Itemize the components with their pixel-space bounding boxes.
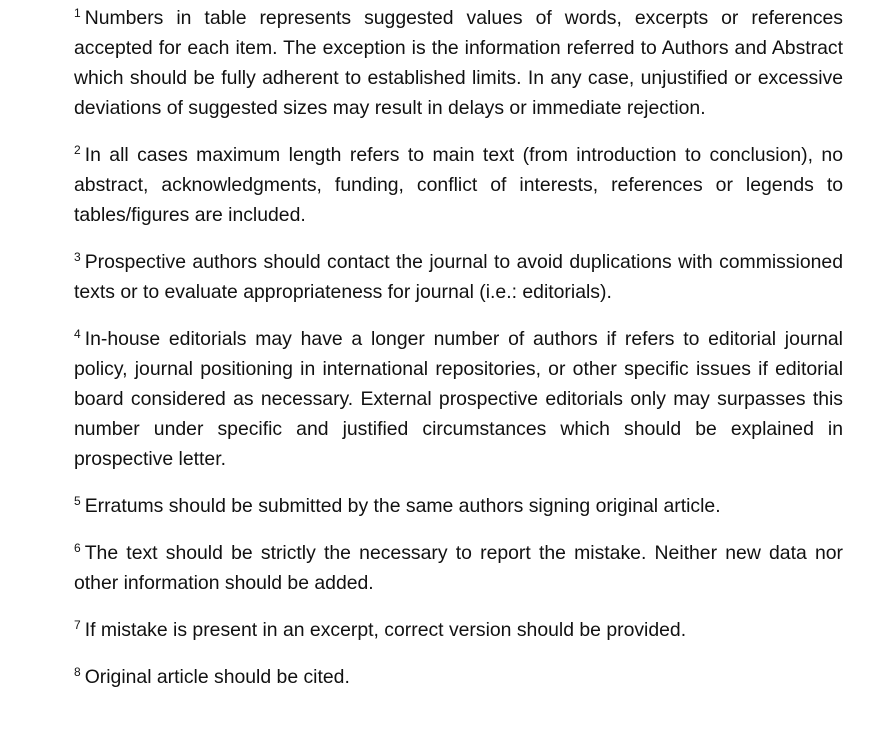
footnote-text: The text should be strictly the necessary to report the mistake. Neither new data nor other information should be added.: [74, 542, 843, 594]
footnote-7: [74, 615, 843, 645]
footnote-number: 7: [74, 618, 81, 632]
footnote-number: 5: [74, 494, 81, 508]
footnote-1: [74, 3, 843, 123]
footnote-text: Erratums should be submitted by the same authors signing original article.: [84, 495, 721, 517]
footnote-6: [74, 538, 843, 598]
footnote-text: In all cases maximum length refers to main text (from introduction to conclusion), no abstract, acknowledgments, funding, conflict of interests, references or legends to tables/figures are included.: [74, 144, 843, 226]
footnote-4: [74, 324, 843, 474]
footnote-5: [74, 491, 843, 521]
footnote-2: [74, 140, 843, 230]
footnote-text: Numbers in table represents suggested values of words, excerpts or references accepted for each item. The exception is the information referred to Authors and Abstract which should be fully adherent to established limits. In any case, unjustified or excessive deviations of suggested sizes may result in delays or immediate rejection.: [74, 7, 843, 119]
footnote-number: 8: [74, 665, 81, 679]
footnote-text: In-house editorials may have a longer number of authors if refers to editorial journal policy, journal positioning in international repositories, or other specific issues if editorial board considered as necessary. External prospective editorials only may surpasses this number under specific and justified circumstances which should be explained in prospective letter.: [74, 328, 843, 470]
footnote-number: 6: [74, 541, 81, 555]
footnotes-section: [74, 3, 843, 709]
footnote-number: 1: [74, 6, 81, 20]
footnote-number: 2: [74, 143, 81, 157]
footnote-8: [74, 662, 843, 692]
footnote-number: 4: [74, 327, 81, 341]
footnote-number: 3: [74, 250, 81, 264]
footnote-text: Prospective authors should contact the journal to avoid duplications with commissioned texts or to evaluate appropriateness for journal (i.e.: editorials).: [74, 251, 843, 303]
footnote-text: Original article should be cited.: [84, 666, 350, 688]
footnote-3: [74, 247, 843, 307]
footnote-text: If mistake is present in an excerpt, correct version should be provided.: [84, 619, 687, 641]
